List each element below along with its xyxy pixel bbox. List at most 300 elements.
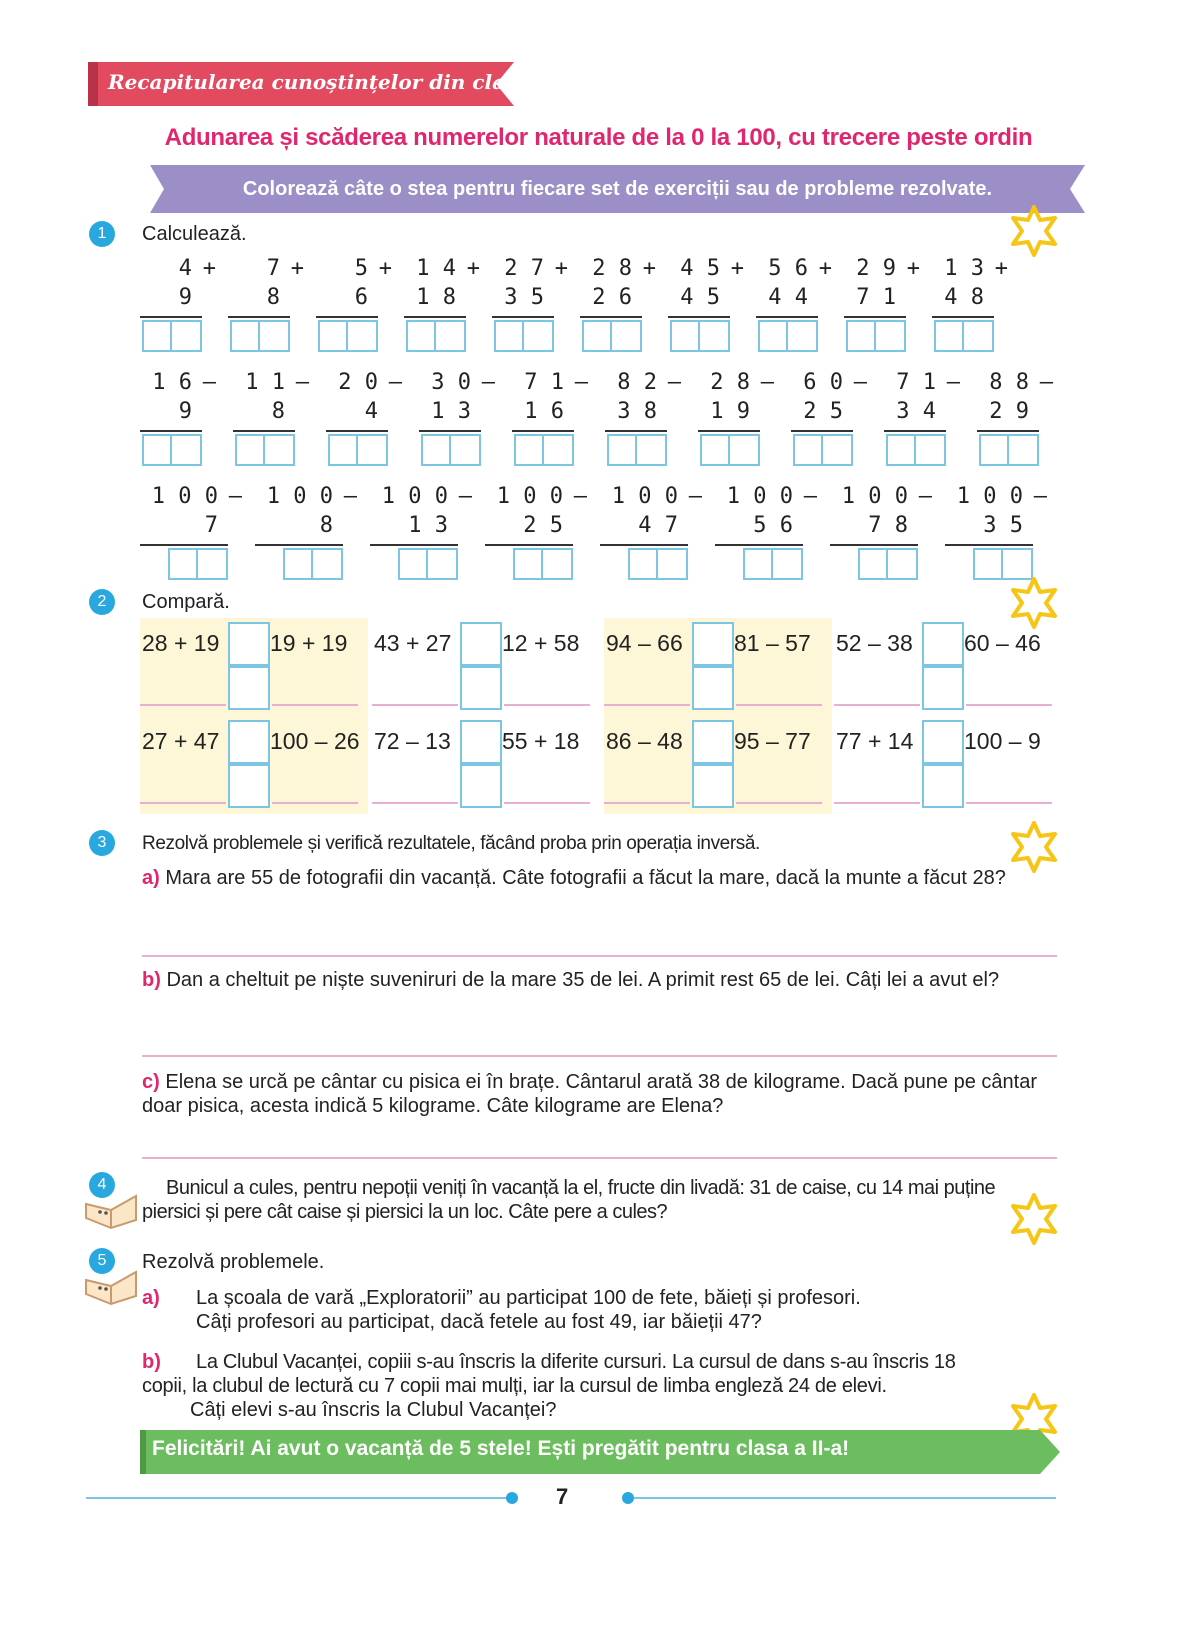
problem-5b-letter: [142, 1350, 161, 1374]
answer-line[interactable]: [272, 704, 358, 706]
digit-box[interactable]: [981, 436, 1009, 464]
problem-5a-line2: Câți profesori au participat, dacă fetele au fost 49, iar băieții 47?: [196, 1311, 762, 1333]
digit-box[interactable]: [451, 436, 479, 464]
answer-boxes[interactable]: [142, 434, 202, 466]
problem-3c: [142, 1070, 1042, 1118]
column-operation: [698, 370, 774, 460]
answer-line[interactable]: [604, 802, 690, 804]
compare-sign-box[interactable]: [922, 720, 964, 764]
book-icon: [82, 1190, 140, 1230]
operator-sign: +: [378, 256, 392, 281]
first-operand: 2 9: [856, 256, 896, 281]
first-operand: 2 7: [504, 256, 544, 281]
second-operand: 7 1: [856, 285, 896, 310]
second-operand: 2 5: [523, 513, 563, 538]
operator-sign: –: [803, 484, 817, 509]
column-operation: [977, 370, 1053, 460]
answer-line[interactable]: [142, 1157, 1057, 1159]
footer-line-right: [634, 1497, 1056, 1499]
digit-box[interactable]: [515, 550, 543, 578]
digit-box[interactable]: [702, 436, 730, 464]
digit-box[interactable]: [1003, 550, 1031, 578]
sum-line: [404, 316, 466, 318]
compare-result-box[interactable]: [228, 666, 270, 710]
compare-result-box[interactable]: [228, 764, 270, 808]
problem-letter: c): [142, 1071, 160, 1093]
compare-right-expression: 100 – 9: [964, 728, 1041, 754]
answer-boxes[interactable]: [628, 548, 688, 580]
operator-sign: +: [290, 256, 304, 281]
problem-4-text: Bunicul a cules, pentru nepoții veniți în vacanță la el, fructe din livadă: 31 de caise, cu 14 mai puține piersici și pere cât caise și piersici la un loc. Câte pere a cules?: [142, 1177, 996, 1223]
answer-line[interactable]: [142, 1055, 1057, 1057]
digit-box[interactable]: [313, 550, 341, 578]
answer-line[interactable]: [966, 802, 1052, 804]
digit-box[interactable]: [544, 436, 572, 464]
compare-sign-box[interactable]: [460, 622, 502, 666]
operator-sign: –: [574, 370, 588, 395]
problem-5b-line1: La Clubul Vacanței, copiii s-au înscris la diferite cursuri. La cursul de dans s-au înscris 18: [196, 1351, 956, 1373]
sum-line: [668, 316, 730, 318]
second-operand: 7: [204, 513, 218, 538]
first-operand: 3 0: [431, 370, 471, 395]
sum-line: [419, 430, 481, 432]
first-operand: 2 8: [710, 370, 750, 395]
column-operation: [485, 484, 587, 574]
operator-sign: –: [202, 370, 216, 395]
digit-box[interactable]: [745, 550, 773, 578]
compare-sign-box[interactable]: [228, 720, 270, 764]
sum-line: [605, 430, 667, 432]
column-operation: [668, 256, 744, 346]
sum-line: [600, 544, 688, 546]
exercise-number-3: 3: [89, 830, 115, 856]
page-title: Adunarea și scăderea numerelor naturale de la 0 la 100, cu trecere peste ordin: [164, 124, 1033, 151]
answer-boxes[interactable]: [421, 434, 481, 466]
second-operand: 2 5: [803, 399, 843, 424]
star-icon[interactable]: [1008, 1193, 1060, 1245]
sum-line: [715, 544, 803, 546]
answer-boxes[interactable]: [846, 320, 906, 352]
digit-box[interactable]: [860, 550, 888, 578]
answer-line[interactable]: [142, 955, 1057, 957]
answer-line[interactable]: [140, 704, 226, 706]
problem-letter: b): [142, 1351, 161, 1373]
column-operation: [756, 256, 832, 346]
compare-right-expression: 19 + 19: [270, 630, 348, 656]
sum-line: [492, 316, 554, 318]
column-operation: [791, 370, 867, 460]
exercise-number-1: 1: [89, 221, 115, 247]
operator-sign: –: [1039, 370, 1053, 395]
digit-box[interactable]: [888, 436, 916, 464]
first-operand: 7 1: [896, 370, 936, 395]
digit-box[interactable]: [408, 322, 436, 350]
answer-boxes[interactable]: [406, 320, 466, 352]
compare-sign-box[interactable]: [922, 622, 964, 666]
operator-sign: –: [388, 370, 402, 395]
answer-line[interactable]: [140, 802, 226, 804]
answer-boxes[interactable]: [283, 548, 343, 580]
answer-boxes[interactable]: [328, 434, 388, 466]
column-operation: [404, 256, 480, 346]
digit-box[interactable]: [888, 550, 916, 578]
second-operand: 8: [271, 399, 285, 424]
digit-box[interactable]: [436, 322, 464, 350]
column-operation: [830, 484, 932, 574]
digit-box[interactable]: [198, 550, 226, 578]
digit-box[interactable]: [876, 322, 904, 350]
compare-left-expression: 28 + 19: [142, 630, 220, 656]
first-operand: 1 0 0: [381, 484, 448, 509]
compare-left-expression: 94 – 66: [606, 630, 683, 656]
digit-box[interactable]: [543, 550, 571, 578]
operator-sign: –: [918, 484, 932, 509]
sum-line: [370, 544, 458, 546]
answer-line[interactable]: [604, 704, 690, 706]
operator-sign: –: [667, 370, 681, 395]
answer-boxes[interactable]: [494, 320, 554, 352]
digit-box[interactable]: [848, 322, 876, 350]
first-operand: 1 0 0: [151, 484, 218, 509]
answer-boxes[interactable]: [168, 548, 228, 580]
compare-right-expression: 81 – 57: [734, 630, 811, 656]
problem-letter: a): [142, 867, 160, 889]
digit-box[interactable]: [348, 322, 376, 350]
second-operand: 4 4: [768, 285, 808, 310]
column-operation: [316, 256, 392, 346]
second-operand: 9: [178, 285, 192, 310]
footer-line-left: [86, 1497, 506, 1499]
digit-box[interactable]: [700, 322, 728, 350]
operator-sign: –: [853, 370, 867, 395]
congrats-text: Felicitări! Ai avut o vacanță de 5 stele! Ești pregătit pentru clasa a II-a!: [152, 1437, 850, 1460]
operator-sign: –: [458, 484, 472, 509]
second-operand: 3 8: [617, 399, 657, 424]
instruction-text: Colorează câte o stea pentru fiecare set de exerciții sau de probleme rezolvate.: [242, 178, 993, 200]
digit-box[interactable]: [975, 550, 1003, 578]
sum-line: [844, 316, 906, 318]
answer-boxes[interactable]: [607, 434, 667, 466]
digit-box[interactable]: [658, 550, 686, 578]
column-operation: [605, 370, 681, 460]
sum-line: [485, 544, 573, 546]
compare-left-expression: 72 – 13: [374, 728, 451, 754]
second-operand: 5 6: [753, 513, 793, 538]
problem-3b-text: Dan a cheltuit pe niște suveniruri de la mare 35 de lei. A primit rest 65 de lei. Câți lei a avut el?: [166, 969, 1000, 991]
first-operand: 2 8: [592, 256, 632, 281]
answer-boxes[interactable]: [235, 434, 295, 466]
problem-5b-line3: Câți elevi s-au înscris la Clubul Vacanței?: [190, 1399, 557, 1421]
digit-box[interactable]: [612, 322, 640, 350]
second-operand: 8: [266, 285, 280, 310]
operator-sign: +: [818, 256, 832, 281]
column-operation: [419, 370, 495, 460]
first-operand: 1 0 0: [266, 484, 333, 509]
problem-letter: a): [142, 1287, 160, 1309]
digit-box[interactable]: [524, 322, 552, 350]
second-operand: 3 5: [504, 285, 544, 310]
operator-sign: +: [466, 256, 480, 281]
sum-line: [756, 316, 818, 318]
digit-box[interactable]: [144, 436, 172, 464]
digit-box[interactable]: [672, 322, 700, 350]
first-operand: 1 0 0: [496, 484, 563, 509]
first-operand: 1 6: [152, 370, 192, 395]
second-operand: 7 8: [868, 513, 908, 538]
digit-box[interactable]: [936, 322, 964, 350]
operator-sign: –: [946, 370, 960, 395]
answer-boxes[interactable]: [670, 320, 730, 352]
digit-box[interactable]: [320, 322, 348, 350]
compare-left-expression: 77 + 14: [836, 728, 914, 754]
problem-letter: b): [142, 969, 161, 991]
answer-boxes[interactable]: [513, 548, 573, 580]
sum-line: [140, 316, 202, 318]
digit-box[interactable]: [760, 322, 788, 350]
answer-line[interactable]: [504, 704, 590, 706]
answer-boxes[interactable]: [142, 320, 202, 352]
second-operand: 4 5: [680, 285, 720, 310]
operator-sign: –: [295, 370, 309, 395]
first-operand: 6 0: [803, 370, 843, 395]
sum-line: [233, 430, 295, 432]
column-operation: [326, 370, 402, 460]
first-operand: 1 0 0: [726, 484, 793, 509]
sum-line: [945, 544, 1033, 546]
second-operand: 1 3: [431, 399, 471, 424]
column-operation: [945, 484, 1047, 574]
sum-line: [791, 430, 853, 432]
digit-box[interactable]: [1009, 436, 1037, 464]
digit-box[interactable]: [795, 436, 823, 464]
digit-box[interactable]: [584, 322, 612, 350]
second-operand: 1 3: [408, 513, 448, 538]
answer-line[interactable]: [736, 704, 822, 706]
compare-result-box[interactable]: [692, 666, 734, 710]
digit-box[interactable]: [260, 322, 288, 350]
operator-sign: –: [1033, 484, 1047, 509]
operator-sign: –: [228, 484, 242, 509]
answer-boxes[interactable]: [934, 320, 994, 352]
answer-line[interactable]: [372, 802, 458, 804]
answer-boxes[interactable]: [979, 434, 1039, 466]
column-operation: [715, 484, 817, 574]
column-operation: [140, 256, 216, 346]
sum-line: [316, 316, 378, 318]
second-operand: 4 8: [944, 285, 984, 310]
answer-boxes[interactable]: [230, 320, 290, 352]
digit-box[interactable]: [232, 322, 260, 350]
column-operation: [884, 370, 960, 460]
footer-dot: [622, 1492, 634, 1504]
compare-result-box[interactable]: [692, 764, 734, 808]
compare-right-expression: 100 – 26: [270, 728, 360, 754]
column-operation: [492, 256, 568, 346]
answer-line[interactable]: [272, 802, 358, 804]
compare-right-expression: 55 + 18: [502, 728, 580, 754]
answer-line[interactable]: [736, 802, 822, 804]
second-operand: 4: [364, 399, 378, 424]
operator-sign: +: [202, 256, 216, 281]
compare-left-expression: 86 – 48: [606, 728, 683, 754]
operator-sign: +: [994, 256, 1008, 281]
answer-line[interactable]: [966, 704, 1052, 706]
digit-box[interactable]: [516, 436, 544, 464]
operator-sign: –: [760, 370, 774, 395]
first-operand: 4: [178, 256, 192, 281]
second-operand: 8: [319, 513, 333, 538]
first-operand: 7 1: [524, 370, 564, 395]
operator-sign: –: [343, 484, 357, 509]
second-operand: 4 7: [638, 513, 678, 538]
digit-box[interactable]: [172, 322, 200, 350]
problem-3b: [142, 968, 1032, 992]
answer-line[interactable]: [372, 704, 458, 706]
compare-sign-box[interactable]: [228, 622, 270, 666]
sum-line: [228, 316, 290, 318]
column-operation: [580, 256, 656, 346]
column-operation: [844, 256, 920, 346]
first-operand: 5: [354, 256, 368, 281]
digit-box[interactable]: [788, 322, 816, 350]
footer-dot: [506, 1492, 518, 1504]
problem-5a-line1: La școala de vară „Exploratorii” au participat 100 de fete, băieți și profesori.: [196, 1287, 861, 1309]
digit-box[interactable]: [358, 436, 386, 464]
column-operation: [228, 256, 304, 346]
answer-boxes[interactable]: [886, 434, 946, 466]
sum-line: [884, 430, 946, 432]
book-icon: [82, 1266, 140, 1306]
first-operand: 1 1: [245, 370, 285, 395]
digit-box[interactable]: [916, 436, 944, 464]
column-operation: [600, 484, 702, 574]
second-operand: 1 6: [524, 399, 564, 424]
compare-sign-box[interactable]: [692, 622, 734, 666]
second-operand: 9: [178, 399, 192, 424]
problem-3a-text: Mara are 55 de fotografii din vacanță. Câte fotografii a făcut la mare, dacă la munte a făcut 28?: [165, 867, 1006, 889]
sum-line: [698, 430, 760, 432]
answer-boxes[interactable]: [700, 434, 760, 466]
exercise-number-4: 4: [89, 1172, 115, 1198]
digit-box[interactable]: [964, 322, 992, 350]
answer-boxes[interactable]: [318, 320, 378, 352]
problem-3a: [142, 866, 1022, 890]
column-operation: [140, 370, 216, 460]
sum-line: [140, 544, 228, 546]
digit-box[interactable]: [423, 436, 451, 464]
second-operand: 2 9: [989, 399, 1029, 424]
column-operation: [233, 370, 309, 460]
digit-box[interactable]: [265, 436, 293, 464]
operator-sign: +: [906, 256, 920, 281]
answer-boxes[interactable]: [582, 320, 642, 352]
digit-box[interactable]: [773, 550, 801, 578]
compare-sign-box[interactable]: [460, 720, 502, 764]
sum-line: [326, 430, 388, 432]
compare-result-box[interactable]: [922, 666, 964, 710]
compare-left-expression: 52 – 38: [836, 630, 913, 656]
operator-sign: –: [688, 484, 702, 509]
section-ribbon-text: Recapitularea cunoștințelor din clasa I: [108, 70, 546, 94]
exercise-2-label: Compară.: [142, 591, 230, 613]
answer-boxes[interactable]: [514, 434, 574, 466]
digit-box[interactable]: [400, 550, 428, 578]
digit-box[interactable]: [144, 322, 172, 350]
first-operand: 4 5: [680, 256, 720, 281]
sum-line: [140, 430, 202, 432]
compare-left-expression: 27 + 47: [142, 728, 220, 754]
sum-line: [512, 430, 574, 432]
answer-boxes[interactable]: [398, 548, 458, 580]
column-operation: [370, 484, 472, 574]
compare-result-box[interactable]: [922, 764, 964, 808]
sum-line: [977, 430, 1039, 432]
second-operand: 1 8: [416, 285, 456, 310]
digit-box[interactable]: [170, 550, 198, 578]
digit-box[interactable]: [330, 436, 358, 464]
digit-box[interactable]: [609, 436, 637, 464]
answer-boxes[interactable]: [743, 548, 803, 580]
first-operand: 7: [266, 256, 280, 281]
digit-box[interactable]: [730, 436, 758, 464]
digit-box[interactable]: [823, 436, 851, 464]
answer-line[interactable]: [504, 802, 590, 804]
first-operand: 1 0 0: [611, 484, 678, 509]
second-operand: 6: [354, 285, 368, 310]
answer-line[interactable]: [834, 802, 920, 804]
operator-sign: –: [481, 370, 495, 395]
first-operand: 1 3: [944, 256, 984, 281]
operator-sign: –: [573, 484, 587, 509]
digit-box[interactable]: [630, 550, 658, 578]
digit-box[interactable]: [285, 550, 313, 578]
answer-line[interactable]: [834, 704, 920, 706]
exercise-number-2: 2: [89, 589, 115, 615]
operator-sign: +: [642, 256, 656, 281]
digit-box[interactable]: [637, 436, 665, 464]
star-icon[interactable]: [1008, 577, 1060, 629]
operator-sign: +: [730, 256, 744, 281]
digit-box[interactable]: [237, 436, 265, 464]
page-number: 7: [556, 1484, 569, 1509]
compare-right-expression: 95 – 77: [734, 728, 811, 754]
problem-5b-line2: copii, la clubul de lectură cu 7 copii mai mulți, iar la cursul de limba engleză 24 de elevi.: [142, 1375, 887, 1397]
second-operand: 1 9: [710, 399, 750, 424]
answer-boxes[interactable]: [758, 320, 818, 352]
answer-boxes[interactable]: [858, 548, 918, 580]
column-operation: [255, 484, 357, 574]
compare-result-box[interactable]: [460, 666, 502, 710]
first-operand: 8 8: [989, 370, 1029, 395]
first-operand: 8 2: [617, 370, 657, 395]
exercise-number-5: 5: [89, 1248, 115, 1274]
compare-right-expression: 12 + 58: [502, 630, 580, 656]
digit-box[interactable]: [428, 550, 456, 578]
digit-box[interactable]: [172, 436, 200, 464]
first-operand: 5 6: [768, 256, 808, 281]
problem-3c-text: Elena se urcă pe cântar cu pisica ei în brațe. Cântarul arată 38 de kilograme. Dacă pune pe cântar doar pisica, acesta indică 5 kilograme. Câte kilograme are Elena?: [142, 1071, 1037, 1117]
column-operation: [140, 484, 242, 574]
answer-boxes[interactable]: [793, 434, 853, 466]
first-operand: 1 4: [416, 256, 456, 281]
compare-result-box[interactable]: [460, 764, 502, 808]
sum-line: [830, 544, 918, 546]
operator-sign: +: [554, 256, 568, 281]
star-icon[interactable]: [1008, 205, 1060, 257]
compare-sign-box[interactable]: [692, 720, 734, 764]
digit-box[interactable]: [496, 322, 524, 350]
answer-boxes[interactable]: [973, 548, 1033, 580]
